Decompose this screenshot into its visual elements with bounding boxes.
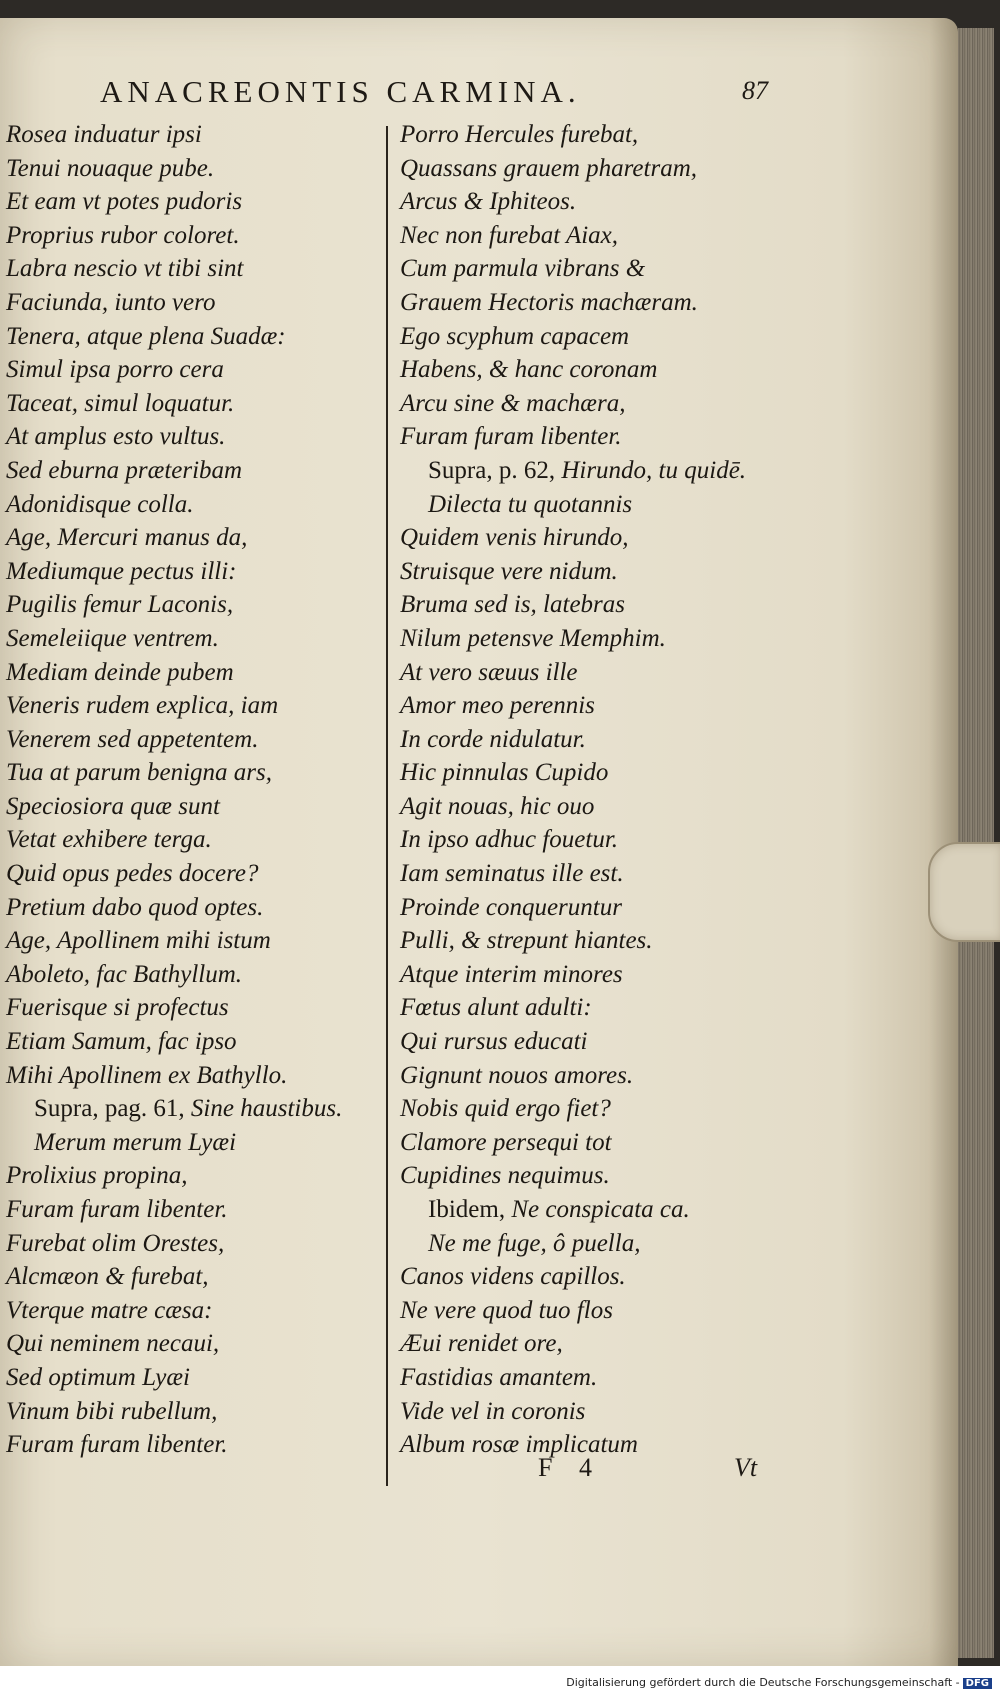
verse-line: Sed eburna præteribam <box>6 456 243 484</box>
verse-line: Porro Hercules furebat, <box>400 121 639 148</box>
verse-line: Age, Apollinem mihi istum <box>6 927 271 955</box>
reference-incipit: Hirundo, tu quidē. <box>561 456 747 484</box>
verse-line: Pretium dabo quod optes. <box>6 893 264 921</box>
cross-reference <box>400 454 940 488</box>
funding-credit <box>566 1676 992 1689</box>
verse-line: Ne me fuge, ô puella, <box>428 1229 641 1257</box>
verse-line: Semeleiique ventrem. <box>6 624 219 652</box>
verse-line: Vetat exhibere terga. <box>6 826 212 854</box>
verse-line: Furam furam libenter. <box>6 1196 228 1223</box>
verse-line: Quassans grauem pharetram, <box>400 154 697 182</box>
catchword: Vt <box>734 1453 758 1482</box>
verse-line: Mediumque pectus illi: <box>6 557 237 585</box>
verse-line: In ipso adhuc fouetur. <box>400 826 619 854</box>
verse-line: Aboleto, fac Bathyllum. <box>6 960 243 988</box>
verse-line: Agit nouas, hic ouo <box>400 792 595 820</box>
reference-locator: Supra, pag. 61, <box>34 1095 191 1123</box>
verse-line: Album rosæ implicatum <box>400 1431 638 1459</box>
book-page <box>0 18 958 1666</box>
left-column <box>6 118 378 1462</box>
verse-line: Furam furam libenter. <box>6 1431 228 1459</box>
page-number: 87 <box>742 76 768 105</box>
verse-line: Proprius rubor coloret. <box>6 221 240 249</box>
reference-locator: Ibidem, <box>428 1196 512 1223</box>
verse-line: Pulli, & strepunt hiantes. <box>400 927 653 955</box>
verse-line: Nec non furebat Aiax, <box>400 221 619 249</box>
reference-locator: Supra, p. 62, <box>428 456 562 484</box>
verse-line: At vero sæuus ille <box>400 658 578 686</box>
verse-line: Vide vel in coronis <box>400 1397 586 1425</box>
verse-line: Tenera, atque plena Suadæ: <box>6 322 286 350</box>
verse-line: Cum parmula vibrans & <box>400 255 646 283</box>
verse-line: Grauem Hectoris machæram. <box>400 288 698 316</box>
verse-line: Etiam Samum, fac ipso <box>6 1028 237 1056</box>
verse-line: Gignunt nouos amores. <box>400 1061 634 1089</box>
verse-line: Fœtus alunt adulti: <box>400 994 592 1022</box>
verse-line: Ne vere quod tuo flos <box>400 1296 613 1324</box>
verse-line: Furam furam libenter. <box>400 423 622 451</box>
verse-line: Pugilis femur Laconis, <box>6 591 234 619</box>
verse-line: Amor meo perennis <box>400 692 595 720</box>
verse-line: Iam seminatus ille est. <box>400 860 624 888</box>
verse-line: Clamore persequi tot <box>400 1128 612 1156</box>
verse-line: In corde nidulatur. <box>400 725 586 753</box>
verse-line: Mihi Apollinem ex Bathyllo. <box>6 1061 288 1089</box>
verse-line: Arcu sine & machæra, <box>400 389 626 417</box>
verse-line: Habens, & hanc coronam <box>400 356 658 384</box>
cross-reference <box>6 1092 378 1126</box>
running-title: ANACREONTIS CARMINA. <box>100 74 581 109</box>
verse-line: Qui neminem necaui, <box>6 1330 220 1358</box>
verse-line: Æui renidet ore, <box>400 1330 563 1358</box>
verse-line: Dilecta tu quotannis <box>428 490 633 518</box>
verse-line: Struisque vere nidum. <box>400 557 618 585</box>
verse-line: Rosea induatur ipsi <box>6 121 202 148</box>
verse-line: Cupidines nequimus. <box>400 1162 610 1190</box>
verse-line: Quid opus pedes docere? <box>6 860 259 888</box>
dfg-logo: DFG <box>963 1678 992 1689</box>
verse-line: Merum merum Lyæi <box>34 1128 237 1156</box>
verse-line: At amplus esto vultus. <box>6 423 226 451</box>
verse-line: Ego scyphum capacem <box>400 322 630 350</box>
verse-line: Nilum petensve Memphim. <box>400 624 666 652</box>
verse-line: Tua at parum benigna ars, <box>6 759 273 787</box>
signature-mark: F 4 <box>538 1453 602 1482</box>
verse-line: Atque interim minores <box>400 960 623 988</box>
verse-line: Taceat, simul loquatur. <box>6 389 235 417</box>
verse-line: Furebat olim Orestes, <box>6 1229 225 1257</box>
verse-line: Fuerisque si profectus <box>6 994 229 1022</box>
cross-reference <box>400 1193 940 1227</box>
verse-line: Fastidias amantem. <box>400 1363 598 1391</box>
verse-line: Faciunda, iunto vero <box>6 288 216 316</box>
verse-line: Qui rursus educati <box>400 1028 588 1056</box>
verse-line: Canos videns capillos. <box>400 1263 626 1291</box>
verse-line: Alcmæon & furebat, <box>6 1263 209 1291</box>
verse-line: Adonidisque colla. <box>6 490 194 518</box>
verse-line: Prolixius propina, <box>6 1162 188 1190</box>
verse-line: Veneris rudem explica, iam <box>6 692 279 720</box>
verse-line: Proinde conqueruntur <box>400 893 622 921</box>
page-clip <box>928 842 1000 942</box>
verse-line: Tenui nouaque pube. <box>6 154 215 182</box>
reference-incipit: Sine haustibus. <box>190 1095 343 1123</box>
verse-line: Arcus & Iphiteos. <box>400 188 577 216</box>
verse-line: Simul ipsa porro cera <box>6 356 224 384</box>
verse-line: Nobis quid ergo fiet? <box>400 1095 611 1123</box>
verse-line: Quidem venis hirundo, <box>400 524 629 552</box>
verse-line: Et eam vt potes pudoris <box>6 188 243 216</box>
verse-line: Vinum bibi rubellum, <box>6 1397 218 1425</box>
verse-line: Vterque matre cæsa: <box>6 1296 213 1324</box>
reference-incipit: Ne conspicata ca. <box>511 1196 690 1223</box>
credit-text: Digitalisierung gefördert durch die Deutsche Forschungsgemeinschaft - <box>566 1676 960 1689</box>
verse-line: Venerem sed appetentem. <box>6 725 259 753</box>
right-column <box>400 118 940 1462</box>
verse-line: Sed optimum Lyæi <box>6 1363 190 1391</box>
verse-line: Hic pinnulas Cupido <box>400 759 609 787</box>
verse-line: Bruma sed is, latebras <box>400 591 625 619</box>
verse-line: Mediam deinde pubem <box>6 658 234 686</box>
verse-line: Labra nescio vt tibi sint <box>6 255 244 283</box>
verse-line: Age, Mercuri manus da, <box>6 524 248 552</box>
column-rule <box>386 126 388 1486</box>
verse-line: Speciosiora quæ sunt <box>6 792 220 820</box>
